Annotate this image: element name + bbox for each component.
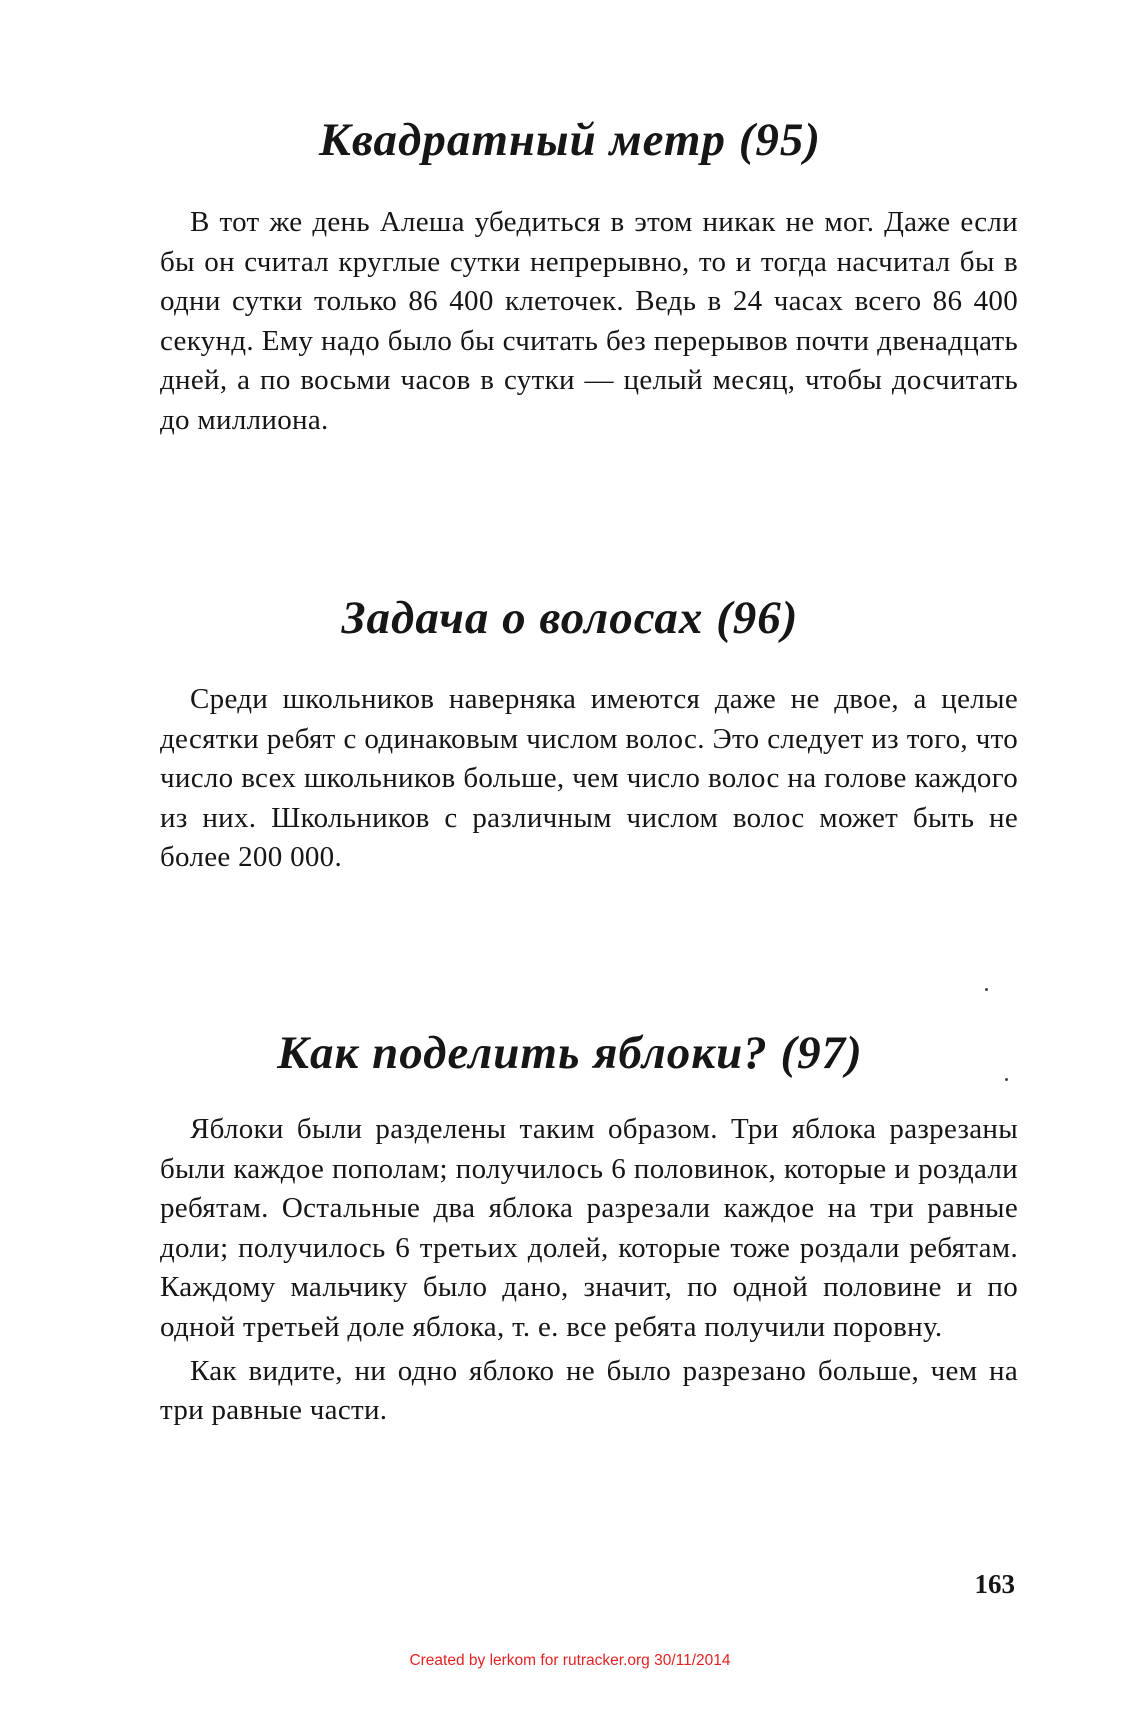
paragraph: В тот же день Алеша убедиться в этом никак не мог. Даже если бы он считал круглые сутки непрерывно, то и тогда насчитал бы в одни сутки только 86 400 клеточек. Ведь в 24 часах всего 86 400 секунд. Ему надо было бы считать без перерывов почти двенадцать дней, а по восьми часов в сутки — целый месяц, чтобы досчитать до миллиона. [160,206,1018,436]
page-number: 163 [974,1569,1015,1599]
section-body-95 [160,203,1018,441]
footer-credit: Created by lerkom for rutracker.org 30/11/2014 [409,1652,731,1669]
section-title-96: Задача о волосах (96) [341,592,799,644]
paragraph: Яблоки были разделены таким образом. Три яблока разрезаны были каждое пополам; получилось 6 половинок, которые и роздали ребятам. Остальные два яблока разрезали каждое на три равные доли; получилось 6 третьих долей, которые тоже роздали ребятам. Каждому мальчику было дано, значит, по одной половине и по одной третьей доле яблока, т. е. все ребята получили поровну. [160,1113,1018,1343]
section-body-97 [160,1110,1018,1431]
paragraph: Как видите, ни одно яблоко не было разрезано больше, чем на три равные части. [160,1354,1018,1427]
section-title-97: Как поделить яблоки? (97) [277,1027,863,1079]
paragraph: Среди школьников наверняка имеются даже не двое, а целые десятки ребят с одинаковым числом волос. Это следует из того, что число всех школьников больше, чем число волос на голове каждого из них. Школьников с различным числом волос может быть не более 200 000. [160,683,1018,874]
print-speck [1005,1078,1008,1081]
print-speck [985,988,988,991]
section-title-95: Квадратный метр (95) [318,114,822,166]
section-body-96 [160,680,1018,878]
